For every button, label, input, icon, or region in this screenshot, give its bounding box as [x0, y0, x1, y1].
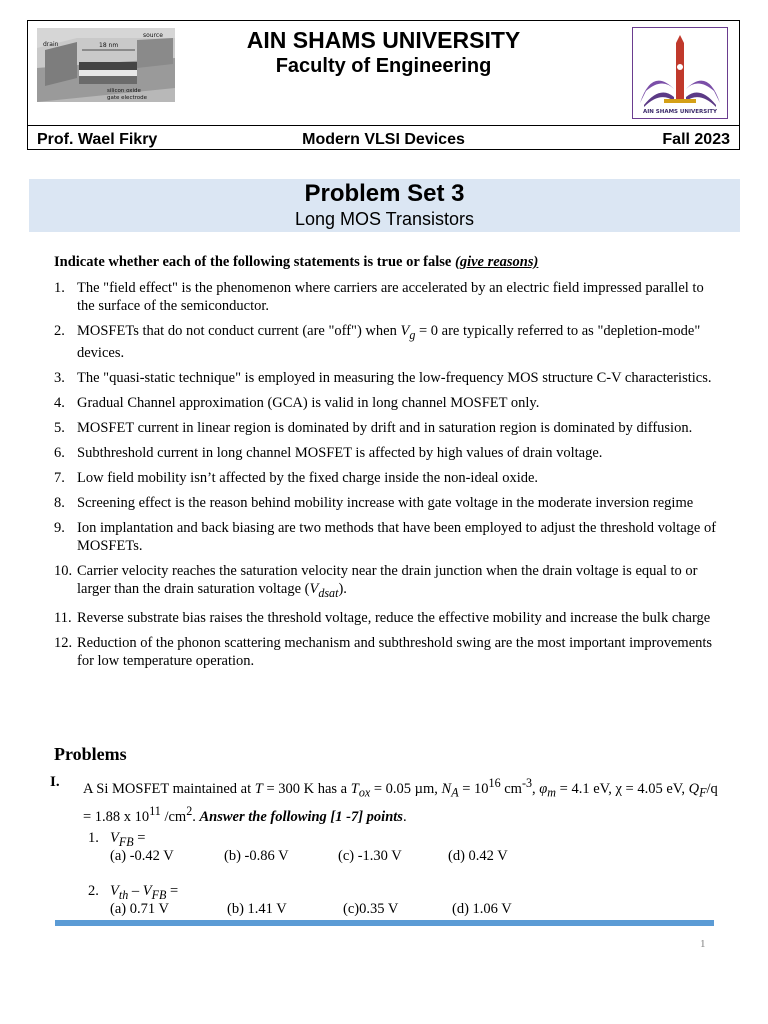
variable-subscript: F [699, 785, 707, 800]
variable-subscript: FB [118, 834, 134, 849]
variable: N [441, 780, 452, 797]
variable-subscript: dsat [318, 585, 339, 600]
length-label: 18 nm [99, 42, 119, 49]
problem-statement [83, 774, 723, 826]
statement-number: 9. [54, 519, 65, 536]
header-box [27, 20, 740, 150]
question-label-tail: = [133, 830, 146, 846]
university-logo [632, 27, 728, 119]
exponent: 2 [186, 803, 193, 818]
exponent: 16 [488, 776, 501, 790]
statement-number: 1. [54, 280, 65, 296]
page-subtitle: Long MOS Transistors [294, 209, 475, 229]
variable-subscript: A [451, 785, 459, 800]
statement-item [54, 469, 722, 487]
problem-numeral: I. [50, 774, 60, 790]
statement-item [54, 444, 722, 462]
university-name: AIN SHAMS UNIVERSITY [246, 27, 521, 53]
problem-instruction: Answer the following [1 -7] points [199, 808, 403, 825]
semester: Fall 2023 [662, 131, 730, 148]
statement-number: 7. [54, 469, 65, 486]
question-number: 2. [88, 883, 99, 899]
statement-number: 10. [54, 562, 73, 579]
statement-text: Low field mobility isn’t affected by the fixed charge inside the non-ideal oxide. [77, 469, 539, 486]
exponent: -3 [521, 776, 533, 790]
page-title: Problem Set 3 [304, 180, 465, 207]
statement-number: 4. [54, 394, 65, 411]
problem-text: = 4.1 eV, χ = 4.05 eV, [556, 780, 689, 797]
statement-text-tail: ). [338, 580, 347, 597]
statement-item [54, 322, 722, 362]
problem-text: = 10 [458, 780, 489, 797]
problem-text: A Si MOSFET maintained at [83, 780, 255, 797]
question-label-tail: = [166, 883, 179, 899]
statement-text: Ion implantation and back biasing are two methods that have been employed to adjust the threshold voltage of MOSFETs. [77, 519, 717, 554]
option-a: (a) 0.71 V [110, 901, 169, 917]
option-c: (c)0.35 V [343, 901, 399, 917]
source-label: source [143, 32, 163, 39]
option-b: (b) -0.86 V [224, 848, 289, 864]
statement-item [54, 634, 722, 670]
instruction-text: Indicate whether each of the following statements is true or false [54, 254, 455, 270]
problem-text: /cm [160, 808, 187, 825]
statement-number: 11. [54, 609, 72, 626]
variable-subscript: m [547, 785, 557, 800]
problem-text: . [192, 808, 200, 825]
statement-item [54, 494, 722, 512]
statement-text: The "field effect" is the phenomenon where carriers are accelerated by an electric field impressed parallel to the surface of the semiconductor. [77, 280, 704, 314]
variable-subscript: g [409, 327, 416, 342]
footer-bar [55, 920, 714, 926]
option-a: (a) -0.42 V [110, 848, 174, 864]
problem-text: cm [500, 780, 522, 797]
question-number: 1. [88, 830, 99, 846]
statement-text-tail: = 0 are typically referred to as "depletion-mode" devices. [77, 323, 701, 361]
option-c: (c) -1.30 V [338, 848, 402, 864]
variable: T [254, 780, 263, 797]
header-divider [28, 125, 739, 126]
statement-item [54, 519, 722, 555]
statement-item [54, 279, 722, 315]
statement-text: Reverse substrate bias raises the threshold voltage, reduce the effective mobility and increase the bulk charge [77, 609, 711, 626]
professor-name: Prof. Wael Fikry [37, 131, 158, 148]
variable: V [309, 580, 319, 597]
course-name: Modern VLSI Devices [302, 131, 465, 148]
oxide-label: silicon oxide [107, 88, 141, 94]
statement-number: 6. [54, 444, 65, 461]
instruction-hint: (give reasons) [454, 254, 539, 270]
statement-number: 2. [54, 323, 65, 339]
problem-text: , [532, 780, 540, 797]
option-d: (d) 0.42 V [448, 848, 508, 864]
statement-text: MOSFET current in linear region is dominated by drift and in saturation region is dominated by diffusion. [77, 419, 693, 436]
title-band [29, 179, 740, 232]
variable: T [350, 780, 359, 797]
statement-item [54, 562, 722, 602]
statement-text: Screening effect is the reason behind mobility increase with gate voltage in the moderate inversion regime [77, 494, 694, 511]
statement-number: 5. [54, 419, 65, 436]
statement-number: 3. [54, 369, 65, 386]
statement-text: Reduction of the phonon scattering mechanism and subthreshold swing are the most important improvements for low temperature operation. [77, 634, 713, 669]
drain-label: drain [43, 41, 59, 48]
problems-heading: Problems [54, 744, 127, 764]
statement-text: Subthreshold current in long channel MOSFET is affected by high values of drain voltage. [77, 444, 603, 461]
variable: V [110, 830, 119, 846]
variable: V [142, 883, 152, 899]
logo-text: AIN SHAMS UNIVERSITY [642, 109, 718, 115]
statement-text: Carrier velocity reaches the saturation velocity near the drain junction when the drain voltage is equal to or larger than the drain saturation voltage ( [77, 562, 698, 597]
faculty-name: Faculty of Engineering [275, 55, 492, 77]
variable-subscript: ox [358, 785, 371, 800]
variable: V [400, 323, 410, 339]
question-label-mid: – [128, 883, 143, 899]
problem-text: = 0.05 µm, [370, 780, 442, 797]
variable: Q [688, 780, 700, 797]
statement-number: 12. [54, 634, 73, 651]
statement-text: MOSFETs that do not conduct current (are "off") when [77, 323, 401, 339]
gate-label: gate electrode [107, 95, 148, 101]
option-b: (b) 1.41 V [227, 901, 287, 917]
statement-text: Gradual Channel approximation (GCA) is valid in long channel MOSFET only. [77, 394, 540, 411]
option-d: (d) 1.06 V [452, 901, 512, 917]
problem-text: . [402, 808, 407, 825]
variable-subscript: th [118, 887, 129, 902]
instruction [54, 254, 538, 271]
exponent: 11 [149, 803, 161, 818]
statement-item [54, 394, 722, 412]
statement-number: 8. [54, 494, 65, 511]
statement-item [54, 609, 722, 627]
statement-item [54, 369, 722, 387]
problem-text: = 300 K has a [262, 780, 351, 797]
statement-list [54, 279, 722, 677]
statement-item [54, 419, 722, 437]
variable-subscript: FB [151, 887, 167, 902]
statement-text: The "quasi-static technique" is employed in measuring the low-frequency MOS structure C-V characteristics. [77, 369, 712, 386]
page-number: 1 [700, 938, 706, 950]
problem-text: /q = 1.88 x 10 [83, 780, 718, 825]
variable: φ [539, 780, 548, 797]
variable: V [110, 883, 119, 899]
